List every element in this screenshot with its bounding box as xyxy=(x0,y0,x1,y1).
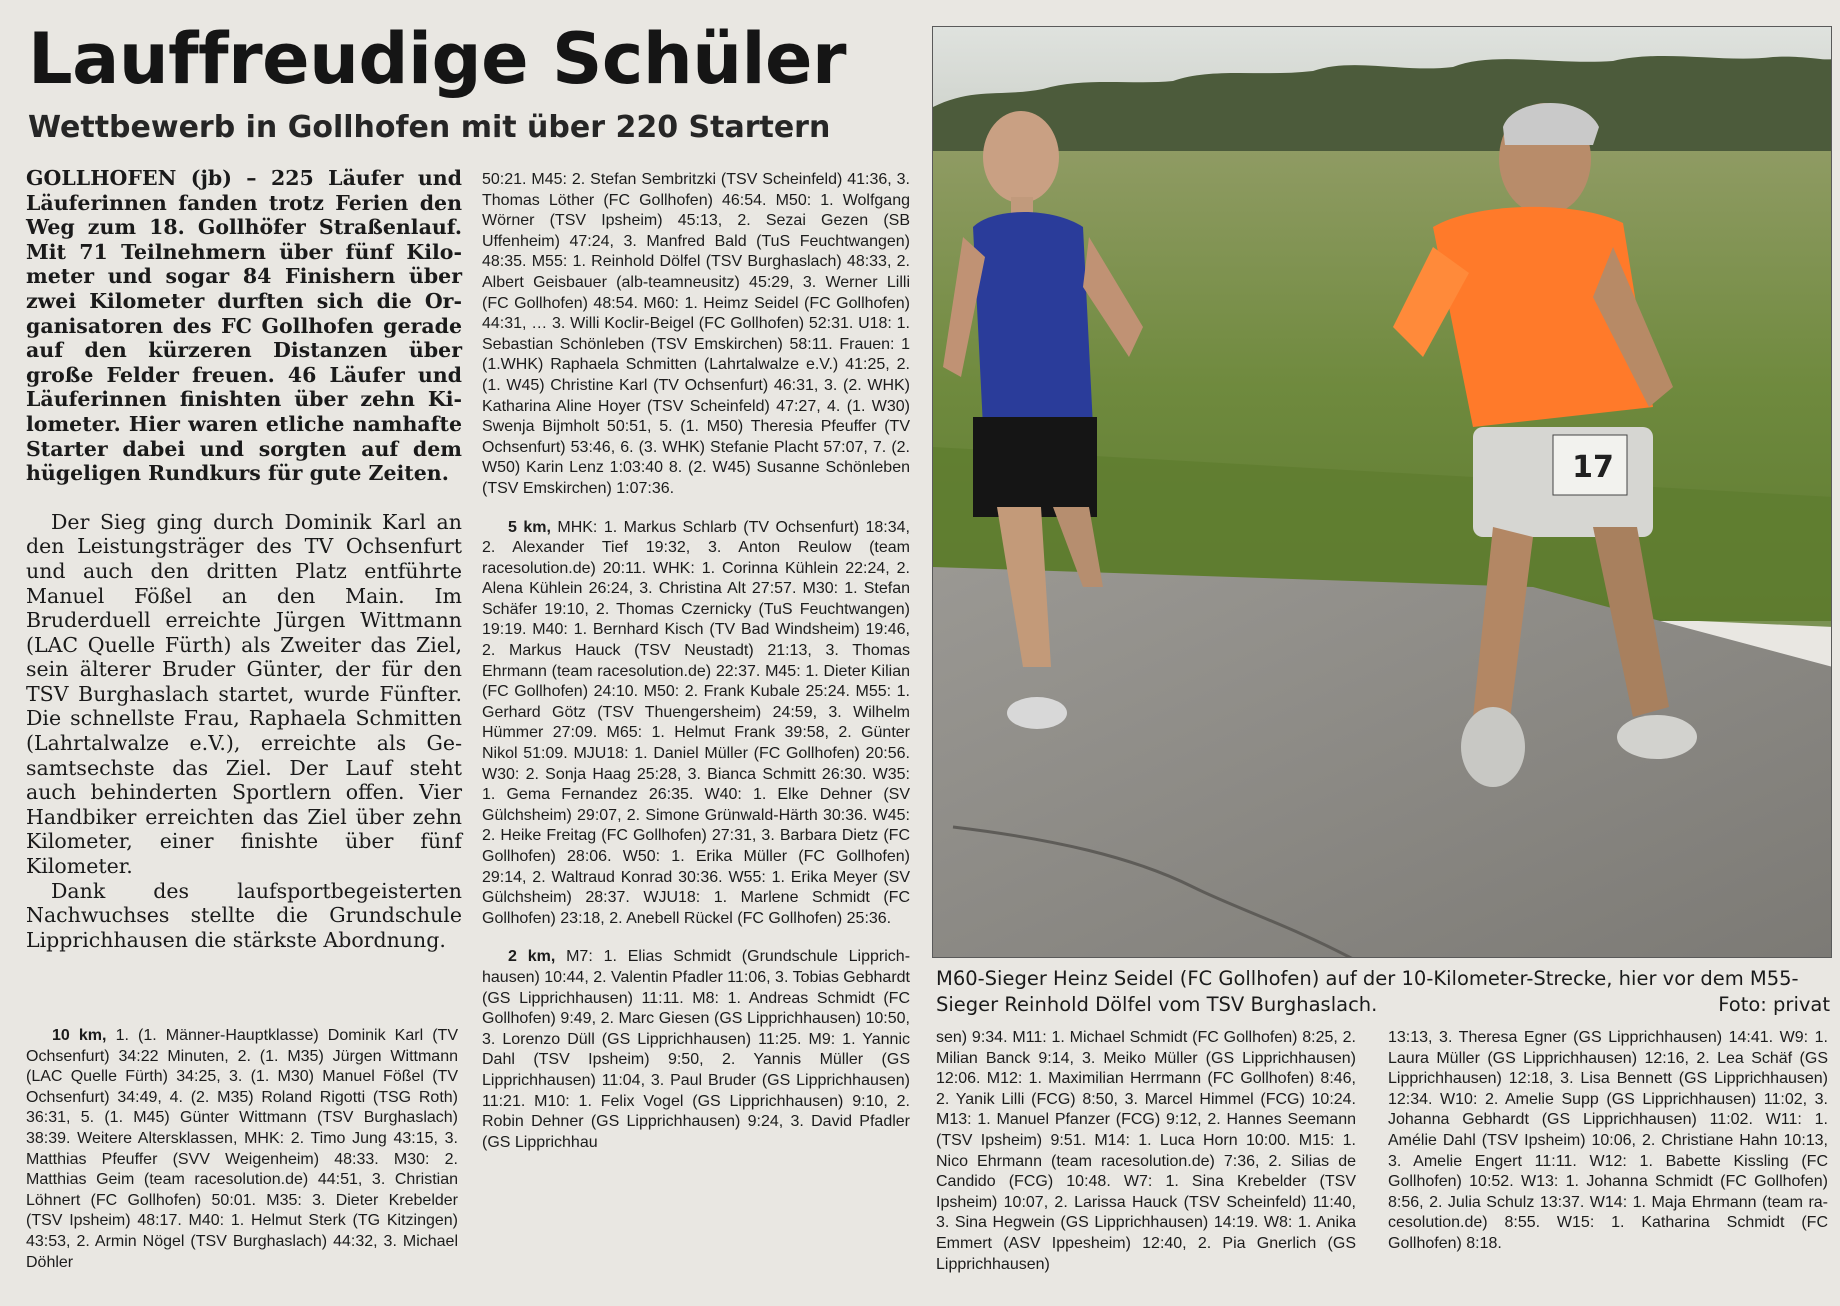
photo-credit: Foto: privat xyxy=(1718,993,1830,1016)
results-2km-label: 2 km, xyxy=(508,948,556,966)
runners-photo-illustration xyxy=(933,27,1832,958)
headline: Lauffreudige Schüler xyxy=(28,18,847,100)
results-10km-continued: 50:21. M45: 2. Stefan Sembritzki (TSV Scheinfeld) 41:36, 3. Thomas Löther (FC Gollhofen) 46:54. M50: 1. Wolfgang Wörner (TSV Ipsheim) 45:13, 2. Sezai Gezen (SB Uffenheim) 47:24, 3. Manfred Bald (TuS Feuchtwangen) 48:35. M55: 1. Reinhold Dölfel (TSV Burghaslach) 48:33, 2. Albert Geisbauer (alb-teamneusitz) 45:29, 3. Werner Lilli (FC Gollhofen) 48:54. M60: 1. Heimz Seidel (FC Gollhofen) 44:31, … 3. Willi Koclir-Beigel (FC Gollhofen) 52:31. U18: 1. Sebastian Schönleben (TSV Emskirchen) 58:11. Frauen: 1 (1.WHK) Raphaela Schmitten (Lahrtalwalze e.V.) 41:25, 2. (1. W45) Christine Karl (TV Ochsenfurt) 46:31, 3. (2. WHK) Katharina Aline Hoyer (TSV Scheinfeld) 47:27, 4. (1. W30) Swenja Bijmholt 50:51, 5. (1. M50) Theresia Pfeuffer (TV Ochsenfurt) 53:46, 6. (3. WHK) Stefanie Placht 57:07, 7. (2. W50) Karin Lenz 1:03:40 8. (2. W45) Susanne Schönleben (TSV Emskirchen) 1:07:36. xyxy=(482,171,910,497)
results-2km-continued-a xyxy=(936,1028,1356,1275)
results-5km-label: 5 km, xyxy=(508,518,551,536)
photo-caption xyxy=(936,966,1830,1018)
results-10km-label: 10 km, xyxy=(52,1027,107,1044)
runner-bib-number: 17 xyxy=(1572,450,1614,485)
article-column-2 xyxy=(482,170,910,1153)
results-2km-text: M7: 1. Elias Schmidt (Grundschule Lipprichhausen) 10:44, 2. Valentin Pfadler 11:06, 3. Tobias Gebhardt (GS Lipprichhausen) 11:11. M8: 1. Andreas Schmidt (FC Gollhofen) 9:49, 2. Marc Giesen (GS Lipprichhausen) 10:50, 3. Lorenzo Düll (GS Lipprichhausen) 11:25. M9: 1. Yannic Dahl (TSV Ipsheim) 9:50, 2. Yannis Müller (GS Lipprichhausen) 11:04, 3. Paul Bruder (GS Lipprichhausen) 11:21. M10: 1. Felix Vogel (GS Lipprichhausen) 9:10, 2. Robin Dehner (GS Lipprichhausen) 9:24, 3. David Pfadler (GS Lipprichhau xyxy=(482,948,911,1151)
results-2km-continued-b xyxy=(1388,1028,1828,1255)
body-paragraph-1: Der Sieg ging durch Dominik Karl an den Leistungsträger des TV Ochsenfurt und auch den dritten Platz entführte Manuel Fößel an den Main. Im Bruderduell erreichte Jürgen Wittmann (LAC Quelle Fürth) als Zweiter das Ziel, sein älterer Bruder Günter, der für den TSV Burghaslach startet, wurde Fünfter. Die schnellste Frau, Raphaela Schmitten (Lahrtalwalze e.V.), erreichte als Gesamtsechste das Ziel. Der Lauf steht auch behinderten Sportlern offen. Vier Handbiker erreichten das Ziel über zehn Kilometer, einer finishte über fünf Kilometer. xyxy=(26,509,462,879)
subheadline: Wettbewerb in Gollhofen mit über 220 Startern xyxy=(28,110,831,145)
results-5km-text: MHK: 1. Markus Schlarb (TV Ochsenfurt) 18:34, 2. Alexander Tief 19:32, 3. Anton Reulow (team racesolution.de) 20:11. WHK: 1. Corinna Kühlein 22:24, 2. Alena Kühlein 26:24, 3. Christina Alt 27:57. M30: 1. Stefan Schäfer 19:10, 2. Thomas Czernicky (TuS Feuchtwangen) 19:19. M40: 1. Bernhard Kisch (TV Bad Windsheim) 19:46, 2. Markus Hauck (TSV Neustadt) 21:13, 3. Thomas Ehrmann (team racesolution.de) 22:37. M45: 1. Dieter Kilian (FC Gollhofen) 24:10. M50: 2. Frank Kubale 25:24. M55: 1. Gerhard Götz (TSV Thuengersheim) 24:59, 3. Wilhelm Hümmer 27:09. M65: 1. Helmut Frank 39:58, 2. Günter Nikol 51:09. MJU18: 1. Daniel Müller (FC Gollhofen) 20:56. W30: 2. Sonja Haag 25:28, 3. Bianca Schmitt 26:30. W35: 1. Gema Fernandez 26:35. W40: 1. Elke Dehner (SV Gülchsheim) 29:07, 2. Simone Grünwald-Härth 30:36. W45: 2. Heike Freitag (FC Gollhofen) 27:31, 3. Barbara Dietz (FC Gollhofen) 28:06. W50: 1. Erika Müller (FC Gollhofen) 29:14, 2. Waltraud Konrad 30:36. W55: 1. Erika Meyer (SV Gülchsheim) 28:37. WJU18: 1. Marlene Schmidt (FC Gollhofen) 23:18, 2. Anebell Rückel (FC Gollhofen) 25:36. xyxy=(482,518,910,927)
body-paragraph-2: Dank des laufsportbegeisterten Nachwuchses stellte die Grundschule Lipprichhausen die stärkste Abordnung. xyxy=(26,878,462,952)
results-2km-continued-a-text: sen) 9:34. M11: 1. Michael Schmidt (FC Gollhofen) 8:25, 2. Milian Banck 9:14, 3. Meiko Müller (GS Lipprichhausen) 12:06. M12: 1. Maximilian Herrmann (FC Gollhofen) 8:46, 2. Yanik Lilli (FCG) 8:50, 3. Marcel Himmel (FCG) 10:24. M13: 1. Manuel Pfanzer (FCG) 9:12, 2. Hannes Seemann (TSV Ipsheim) 9:51. M14: 1. Luca Horn 10:00. M15: 1. Nico Ehrmann (team racesolution.de) 7:36, 2. Silias de Candido (FCG) 10:48. W7: 1. Sina Krebelder (TSV Ipsheim) 10:07, 2. Larissa Hauck (TSV Scheinfeld) 11:40, 3. Sina Hegwein (GS Lipprichhausen) 14:19. W8: 1. Anika Emmert (ASV Ippesheim) 12:40, 2. Pia Gnerlich (GS Lipprichhausen) xyxy=(936,1029,1356,1273)
photo-path xyxy=(933,567,1832,958)
results-10km-text: 1. (1. Männer-Hauptklasse) Dominik Karl (TV Ochsenfurt) 34:22 Minuten, 2. (1. M35) Jürgen Wittmann (LAC Quelle Fürth) 34:25, 3. (1. M30) Manuel Fößel (TV Ochsenfurt) 34:49, 4. (2. M35) Roland Rigotti (TSG Roth) 36:31, 5. (1. M45) Günter Wittmann (TSV Burghaslach) 38:39. Weitere Altersklassen, MHK: 2. Timo Jung 43:15, 3. Matthias Pfeuffer (SVV Weigenheim) 48:33. M30: 2. Matthias Geim (team racesolution.de) 44:51, 3. Christian Löhnert (FC Gollhofen) 50:01. M35: 3. Dieter Krebelder (TSV Ipsheim) 48:17. M40: 1. Helmut Sterk (TG Kitzingen) 43:53, 2. Armin Nögel (TSV Burghaslach) 44:32, 3. Michael Döhler xyxy=(26,1027,458,1271)
runners-photo xyxy=(932,26,1832,958)
lead-paragraph: GOLLHOFEN (jb) – 225 Läufer und Läuferinnen fanden trotz Ferien den Weg zum 18. Gollhöfer Straßenlauf. Mit 71 Teilnehmern über fünf Kilometer und sogar 84 Finishern über zwei Kilometer durften sich die Organisatoren des FC Gollhofen gerade auf den kürzeren Distanzen über große Felder freuen. 46 Läufer und Läuferinnen finishten über zehn Kilometer. Hier waren etliche namhafte Starter dabei und sorgten auf dem hügeligen Rundkurs für gute Zeiten. xyxy=(26,166,462,486)
results-2km-continued-b-text: 13:13, 3. Theresa Egner (GS Lipprichhausen) 14:41. W9: 1. Laura Müller (GS Lipprichhausen) 12:16, 2. Lea Schäf (GS Lipprichhausen) 12:18, 3. Lisa Bennett (GS Lipprichhausen) 12:34. W10: 2. Amelie Supp (GS Lipprichhausen) 11:02, 3. Johanna Gebhardt (GS Lipprichhausen) 11:02. W11: 1. Amélie Dahl (TSV Ipsheim) 10:06, 2. Christiane Hahn 10:13, 3. Amelie Engert 11:11. W12: 1. Babette Kissling (FC Gollhofen) 10:52. W13: 1. Johanna Schmidt (FC Gollhofen) 8:56, 2. Julia Schulz 13:37. W14: 1. Maja Ehrmann (team racesolution.de) 8:55. W15: 1. Katharina Schmidt (FC Gollhofen) 8:18. xyxy=(1388,1029,1828,1252)
article-column-1 xyxy=(26,166,462,952)
photo-caption-text: M60-Sieger Heinz Seidel (FC Gollhofen) auf der 10-Kilometer-Strecke, hier vor dem M55-Sieger Reinhold Dölfel vom TSV Burghaslach. xyxy=(936,967,1799,1016)
results-10km xyxy=(26,1026,458,1273)
